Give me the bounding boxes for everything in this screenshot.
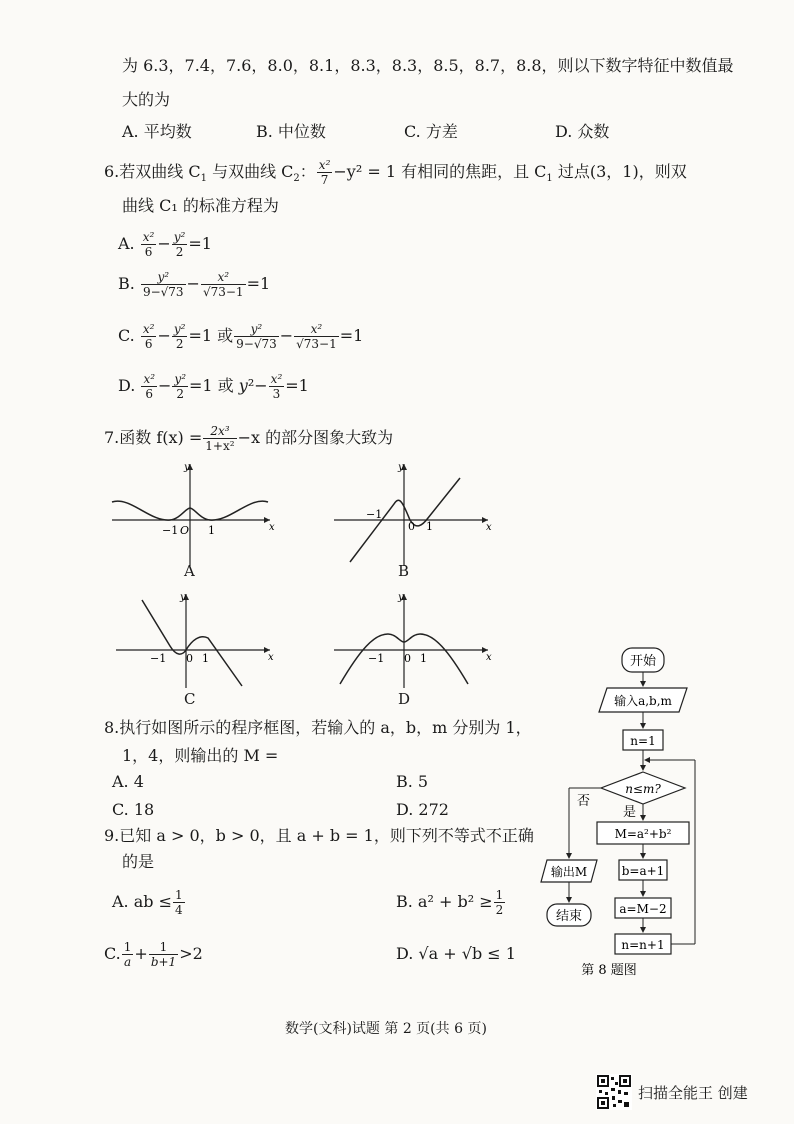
graph-a <box>110 458 290 568</box>
q8-option-c: C. 18 <box>112 800 155 819</box>
graph-c-label: C <box>184 690 196 708</box>
flow-step4-text: n=n+1 <box>621 938 665 952</box>
q6-frac-num: x² <box>318 158 331 172</box>
flow-yes-label: 是 <box>623 805 637 820</box>
q6-b-label: B. <box>118 274 135 293</box>
graph-c <box>110 590 290 690</box>
svg-text:1: 1 <box>420 652 427 665</box>
q6-prefix: 6.若双曲线 C <box>104 162 201 181</box>
svg-text:y: y <box>184 462 190 473</box>
flow-step1-text: M=a²+b² <box>614 827 672 841</box>
q9-line1: 9.已知 a > 0，b > 0，且 a + b = 1，则下列不等式不正确 <box>104 826 534 845</box>
q9-line2: 的是 <box>122 852 155 871</box>
q6-c-label: C. <box>118 326 135 345</box>
q8-option-d: D. 272 <box>396 800 449 819</box>
svg-text:x: x <box>269 522 275 533</box>
q9-c-text: C. <box>104 944 121 963</box>
q6-option-d: D. $\frac{\text{x²}}{6}$ − $\frac{\text{y²}}{2}$ =1 或 y²− $\frac{\text{x²}}{3}$ =1 <box>118 372 309 401</box>
q6-frac-den: 7 <box>320 173 329 187</box>
svg-text:x: x <box>268 652 274 663</box>
q6-option-c: C. $\frac{\text{x²}}{6}$ − $\frac{\text{y²}}{2}$ =1 或 $\frac{\text{y²}}{9-√73}$ − $\frac{\text{x²}}{√73-1}$ =1 <box>118 322 364 351</box>
flow-input-text: 输入a,b,m <box>614 694 672 708</box>
flow-step2-text: b=a+1 <box>621 864 665 878</box>
q6-mid2: ： <box>299 162 316 181</box>
q8-option-a: A. 4 <box>112 772 144 791</box>
q6-a-label: A. <box>118 234 135 253</box>
svg-text:1: 1 <box>426 520 433 533</box>
svg-text:0: 0 <box>186 652 193 665</box>
flow-step3-text: a=M−2 <box>619 902 667 916</box>
q6-tail: 过点(3，1)，则双 <box>552 162 687 181</box>
q6-or-c: 或 <box>217 326 234 345</box>
flow-no-label: 否 <box>577 794 591 809</box>
q7-stem <box>104 424 393 453</box>
q5-line1: 为 6.3，7.4，7.6，8.0，8.1，8.3，8.3，8.5，8.7，8.8，则以下数字特征中数值最 <box>122 56 734 75</box>
qr-code-icon <box>596 1074 632 1110</box>
svg-text:−1: −1 <box>368 652 385 665</box>
q9-option-d: D. √a + √b ≤ 1 <box>396 944 516 963</box>
q6-line2: 曲线 C₁ 的标准方程为 <box>122 196 279 215</box>
svg-text:−1: −1 <box>366 508 383 521</box>
q5-option-a: A. 平均数 <box>122 122 192 141</box>
q5-option-d: D. 众数 <box>555 122 610 141</box>
q6-or-d: 或 <box>217 376 234 395</box>
flowchart <box>535 640 715 980</box>
q6-option-a: A. $\frac{\text{x²}}{6}$ − $\frac{\text{y²}}{2}$ =1 <box>118 230 212 259</box>
flow-caption: 第 8 题图 <box>581 963 637 978</box>
page-footer: 数学(文科)试题 第 2 页(共 6 页) <box>285 1021 487 1037</box>
q8-option-b: B. 5 <box>396 772 429 791</box>
q7-suffix: −x 的部分图象大致为 <box>237 428 394 447</box>
svg-text:1: 1 <box>208 524 215 537</box>
q5-line2: 大的为 <box>122 90 171 109</box>
graph-a-label: A <box>184 562 195 580</box>
svg-text:y: y <box>398 462 404 473</box>
flow-condition-text: n≤m? <box>625 782 661 796</box>
q9-b-text: B. a² + b² ≥ <box>396 892 493 911</box>
q6-d-label: D. <box>118 376 136 395</box>
svg-text:−1: −1 <box>150 652 167 665</box>
svg-text:−1: −1 <box>162 524 179 537</box>
graph-b <box>330 458 500 568</box>
svg-text:y: y <box>180 592 186 603</box>
scanner-watermark: 扫描全能王 创建 <box>638 1084 748 1102</box>
graph-b-label: B <box>398 562 410 580</box>
q8-line1: 8.执行如图所示的程序框图，若输入的 a，b，m 分别为 1， <box>104 718 532 737</box>
q5-option-b: B. 中位数 <box>256 122 326 141</box>
svg-text:1: 1 <box>202 652 209 665</box>
svg-text:y: y <box>398 592 404 603</box>
q5-option-c: C. 方差 <box>404 122 458 141</box>
q9-option-a: A. ab ≤ $\frac{1}{4}$ <box>112 888 183 917</box>
svg-text:0: 0 <box>404 652 411 665</box>
q6-after-frac: −y² = 1 有相同的焦距，且 C <box>333 162 547 181</box>
svg-text:x: x <box>486 652 492 663</box>
q6-stem: 6.若双曲线 $C_1$ 与双曲线 $C_2$： $\frac{\text{x²}}{7}$ −y² = 1 有相同的焦距，且 $C_1$ 过点(3，1)，则双 <box>104 158 687 187</box>
graph-d-label: D <box>398 690 411 708</box>
q7-den: 1+x² <box>205 439 235 453</box>
q7-num: 2x³ <box>203 424 236 439</box>
q8-line2: 1，4，则输出的 M = <box>122 746 279 765</box>
flow-init-text: n=1 <box>630 734 656 748</box>
svg-text:0: 0 <box>408 520 415 533</box>
flow-end-text: 结束 <box>555 909 583 924</box>
graph-d <box>330 590 500 690</box>
q7-prefix: 7.函数 f(x) = <box>104 428 203 447</box>
q6-mid1: 与双曲线 C <box>206 162 294 181</box>
flow-start-text: 开始 <box>629 654 657 669</box>
q9-option-b: B. a² + b² ≥ $\frac{1}{2}$ <box>396 888 504 917</box>
q9-a-text: A. ab ≤ <box>112 892 172 911</box>
svg-text:x: x <box>486 522 492 533</box>
q6-option-b: B. $\frac{\text{y²}}{9-√73}$ − $\frac{\text{x²}}{√73-1}$ =1 <box>118 270 271 299</box>
svg-text:O: O <box>180 524 190 537</box>
q9-option-c: C. $\frac{1}{a}$ + $\frac{1}{b+1}$ >2 <box>104 940 203 969</box>
flow-output-text: 输出M <box>550 865 588 879</box>
